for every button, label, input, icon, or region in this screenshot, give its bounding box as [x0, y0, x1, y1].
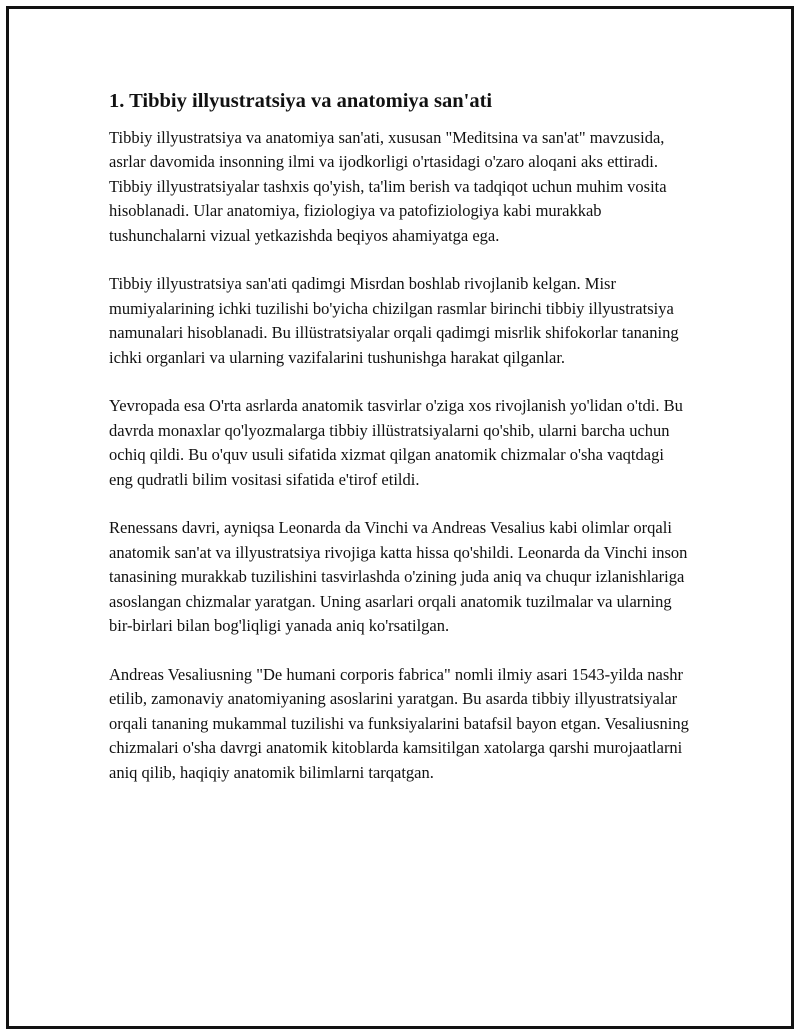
paragraph-4: Renessans davri, ayniqsa Leonarda da Vinchi va Andreas Vesalius kabi olimlar orqali anatomik san'at va illyustratsiya rivojiga katta hissa qo'shildi. Leonarda da Vinchi inson tanasining murakkab tuzilishini tasvirlashda o'zining juda aniq va chuqur izlanishlariga asoslangan chizmalar yaratgan. Uning asarlari orqali anatomik tuzilmalar va ularning bir-birlari bilan bog'liqligi yanada aniq ko'rsatilgan.	[109, 518, 688, 636]
paragraph-2: Tibbiy illyustratsiya san'ati qadimgi Misrdan boshlab rivojlanib kelgan. Misr mumiyalarining ichki tuzilishi bo'yicha chizilgan rasmlar birinchi tibbiy illyustratsiya namunalari hisoblanadi. Bu illüstratsiyalar orqali qadimgi misrlik shifokorlar tananing ichki organlari va ularning vazifalarini tushunishga harakat qilganlar.	[109, 274, 679, 367]
document-heading: 1. Tibbiy illyustratsiya va anatomiya san'ati	[109, 90, 493, 112]
paragraph-1: Tibbiy illyustratsiya va anatomiya san'ati, xususan "Meditsina va san'at" mavzusida, asrlar davomida insonning ilmi va ijodkorligi o'rtasidagi o'zaro aloqani aks ettiradi. Tibbiy illyustratsiyalar tashxis qo'yish, ta'lim berish va tadqiqot uchun muhim vosita hisoblanadi. Ular anatomiya, fiziologiya va patofiziologiya kabi murakkab tushunchalarni vizual yetkazishda beqiyos ahamiyatga ega.	[109, 128, 667, 245]
paragraph-5: Andreas Vesaliusning "De humani corporis fabrica" nomli ilmiy asari 1543-yilda nashr etilib, zamonaviy anatomiyaning asoslarini yaratgan. Bu asarda tibbiy illyustratsiyalar orqali tananing mukammal tuzilishi va funksiyalarini batafsil bayon etgan. Vesaliusning chizmalari o'sha davrgi anatomik kitoblarda kamsitilgan xatolarga qarshi murojaatlarni aniq qilib, haqiqiy anatomik bilimlarni tarqatgan.	[109, 664, 689, 782]
document-body	[109, 88, 689, 809]
paragraph-3: Yevropada esa O'rta asrlarda anatomik tasvirlar o'ziga xos rivojlanish yo'lidan o'tdi. Bu davrda monaxlar qo'lyozmalarga tibbiy illüstratsiyalarni qo'shib, ularni barcha uchun ochiq qildi. Bu o'quv usuli sifatida xizmat qilgan anatomik chizmalar o'sha vaqtdagi eng qudratli bilim vositasi sifatida e'tirof etildi.	[109, 396, 683, 489]
